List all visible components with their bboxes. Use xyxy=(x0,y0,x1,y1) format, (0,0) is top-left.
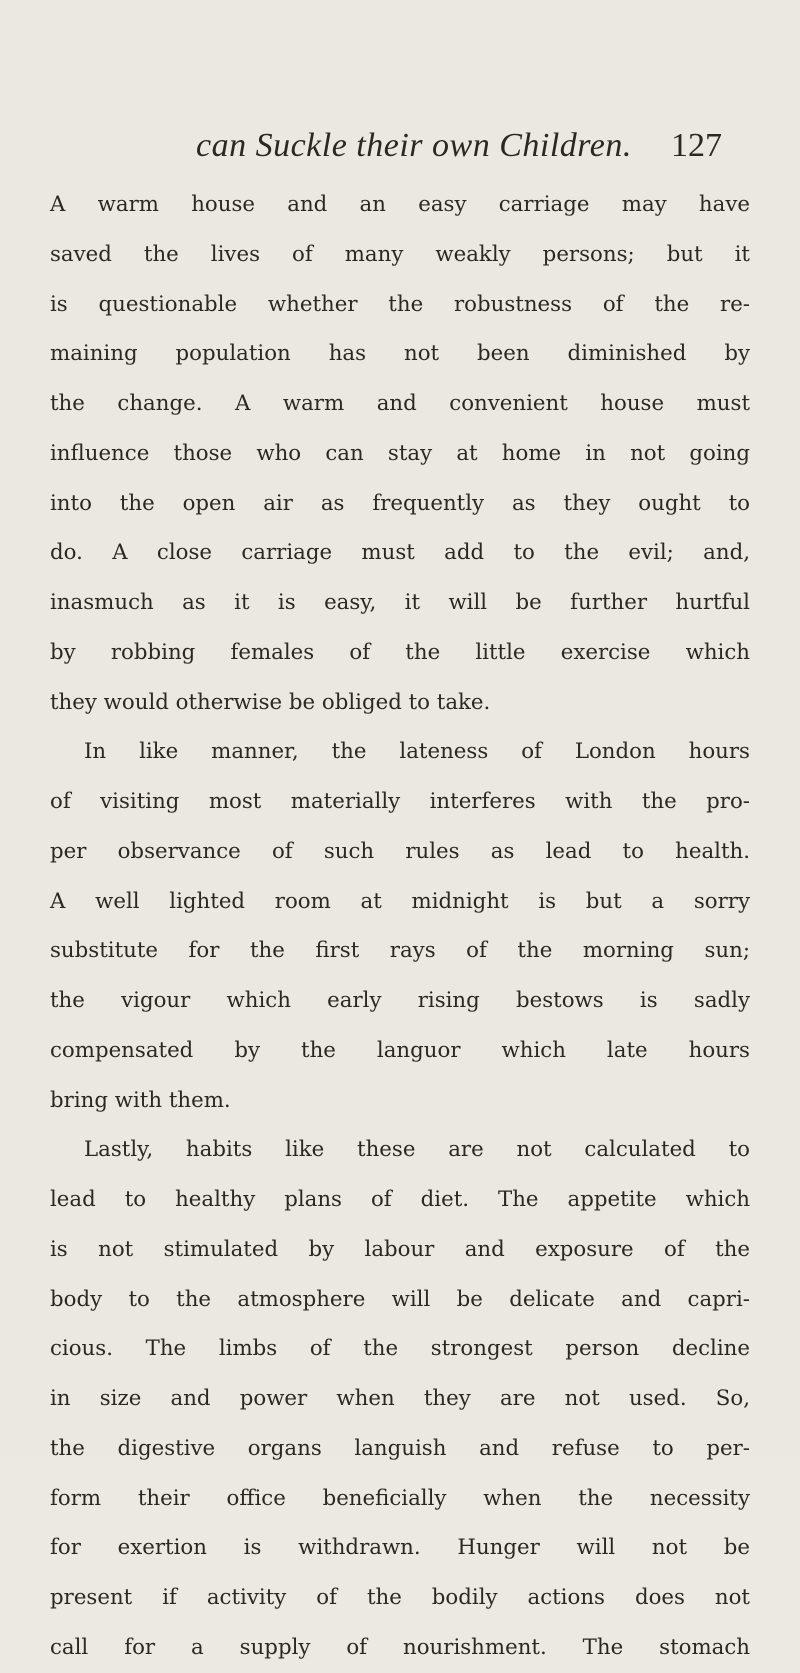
text-line: A well lighted room at midnight is but a sorry xyxy=(50,888,750,914)
text-line: body to the atmosphere will be delicate and capri- xyxy=(50,1286,750,1312)
page-number: 127 xyxy=(671,127,722,164)
text-line: form their office beneficially when the necessity xyxy=(50,1485,750,1511)
text-line: call for a supply of nourishment. The stomach xyxy=(50,1634,750,1660)
text-line: A warm house and an easy carriage may have xyxy=(50,192,750,217)
body-text xyxy=(50,180,750,1673)
running-head-title: can Suckle their own Children. xyxy=(196,127,632,164)
text-line: they would otherwise be obliged to take. xyxy=(50,689,491,715)
text-line: Lastly, habits like these are not calculated to xyxy=(84,1137,750,1163)
text-line: saved the lives of many weakly persons; but it xyxy=(50,241,750,267)
text-line: the digestive organs languish and refuse to per- xyxy=(50,1435,750,1461)
text-line: In like manner, the lateness of London hours xyxy=(84,739,750,765)
text-line: of visiting most materially interferes with the pro- xyxy=(50,789,750,814)
text-line: into the open air as frequently as they ought to xyxy=(50,490,750,516)
text-line: inasmuch as it is easy, it will be further hurtful xyxy=(50,590,750,615)
text-line: cious. The limbs of the strongest person decline xyxy=(50,1336,750,1362)
text-line: present if activity of the bodily actions does not xyxy=(50,1585,750,1610)
text-line: the vigour which early rising bestows is sadly xyxy=(50,988,750,1013)
text-line: compensated by the languor which late hours xyxy=(50,1037,750,1063)
text-line: for exertion is withdrawn. Hunger will not be xyxy=(50,1535,750,1561)
text-line: is not stimulated by labour and exposure of the xyxy=(50,1236,750,1262)
text-line: maining population has not been diminished by xyxy=(50,341,750,367)
text-line: the change. A warm and convenient house must xyxy=(50,391,750,416)
text-line: lead to healthy plans of diet. The appetite which xyxy=(50,1187,750,1212)
text-line: influence those who can stay at home in not going xyxy=(50,440,750,466)
text-line: by robbing females of the little exercise which xyxy=(50,639,750,665)
text-line: do. A close carriage must add to the evil; and, xyxy=(50,540,750,566)
text-line: bring with them. xyxy=(50,1087,231,1113)
text-line: substitute for the first rays of the morning sun; xyxy=(50,938,750,964)
running-head xyxy=(0,122,800,170)
text-line: per observance of such rules as lead to health. xyxy=(50,838,750,864)
text-line: in size and power when they are not used. So, xyxy=(50,1386,750,1411)
text-line: is questionable whether the robustness of the re- xyxy=(50,291,750,317)
